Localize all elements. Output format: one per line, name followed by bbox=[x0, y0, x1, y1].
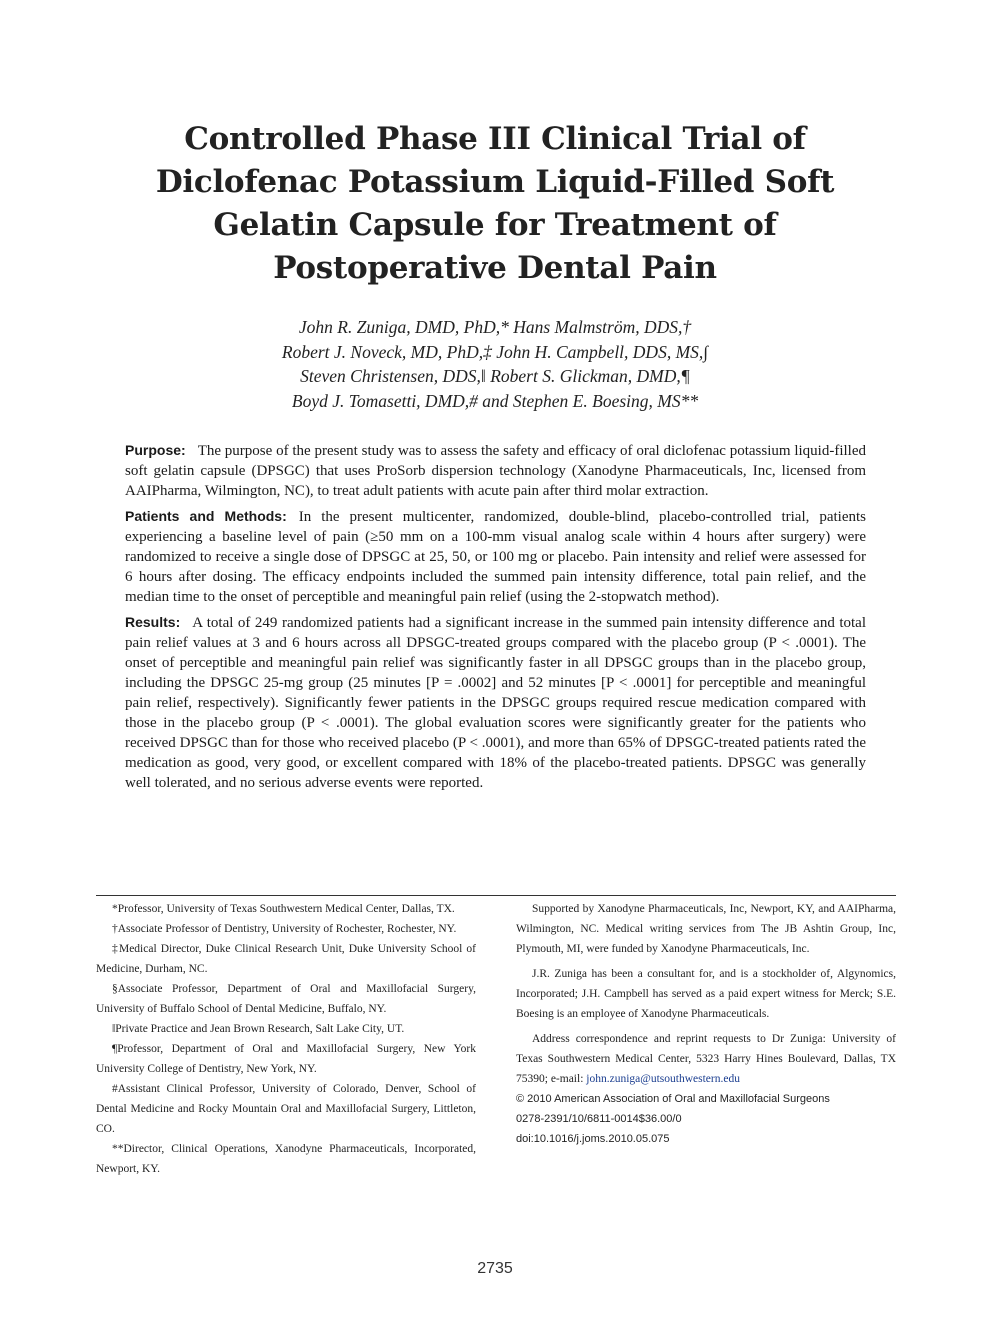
address-note bbox=[516, 1029, 896, 1089]
support-footnotes bbox=[516, 899, 896, 1149]
abstract-purpose bbox=[125, 440, 866, 501]
title-line: Diclofenac Potassium Liquid-Filled Soft bbox=[155, 164, 835, 200]
title-line: Postoperative Dental Pain bbox=[273, 250, 717, 286]
issn: 0278-2391/10/6811-0014$36.00/0 bbox=[516, 1113, 682, 1125]
footnote: §Associate Professor, Department of Oral and Maxillofacial Surgery, University of Buffalo School of Dental Medicine, Buffalo, NY. bbox=[96, 983, 476, 1015]
methods-label: Patients and Methods: bbox=[125, 508, 287, 524]
footnote: ‡Medical Director, Duke Clinical Research Unit, Duke University School of Medicine, Durham, NC. bbox=[96, 943, 476, 975]
footnote-divider bbox=[96, 895, 896, 896]
abstract-methods bbox=[125, 506, 866, 607]
footnote: ¶Professor, Department of Oral and Maxillofacial Surgery, New York University College of Dentistry, New York, NY. bbox=[96, 1043, 476, 1075]
abstract bbox=[125, 440, 866, 798]
page-number: 2735 bbox=[477, 1260, 513, 1277]
results-label: Results: bbox=[125, 614, 181, 630]
footnote: #Assistant Clinical Professor, University of Colorado, Denver, School of Dental Medicine and Rocky Mountain Oral and Maxillofacial Surgery, Littleton, CO. bbox=[96, 1083, 476, 1135]
copyright: © 2010 American Association of Oral and Maxillofacial Surgeons bbox=[516, 1093, 830, 1105]
purpose-label: Purpose: bbox=[125, 442, 186, 458]
author-list bbox=[100, 315, 890, 413]
article-title bbox=[100, 118, 890, 290]
author-line: Steven Christensen, DDS,‖ Robert S. Glickman, DMD,¶ bbox=[300, 366, 690, 386]
footnote: **Director, Clinical Operations, Xanodyne Pharmaceuticals, Incorporated, Newport, KY. bbox=[96, 1143, 476, 1175]
title-line: Controlled Phase III Clinical Trial of bbox=[184, 121, 806, 157]
author-line: Robert J. Noveck, MD, PhD,‡ John H. Campbell, DDS, MS,∫ bbox=[281, 341, 709, 362]
methods-text: In the present multicenter, randomized, double-blind, placebo-controlled trial, patients experiencing a baseline level of pain (≥50 mm on a 100-mm visual analog scale within 4 hours after surgery) were randomized to receive a single dose of DPSGC at 25, 50, or 100 mg or placebo. Pain intensity and relief were assessed for 6 hours after dosing. The efficacy endpoints included the summed pain intensity difference, total pain relief, and the median time to the onset of perceptible and meaningful pain relief (using the 2-stopwatch method). bbox=[125, 509, 866, 605]
doi: doi:10.1016/j.joms.2010.05.075 bbox=[516, 1133, 670, 1145]
disclosure-note: J.R. Zuniga has been a consultant for, and is a stockholder of, Algynomics, Incorporated; J.H. Campbell has served as a paid expert witness for Merck; S.E. Boesing is an employee of Xanodyne Pharmaceuticals. bbox=[516, 968, 896, 1020]
title-line: Gelatin Capsule for Treatment of bbox=[213, 207, 777, 243]
author-line: John R. Zuniga, DMD, PhD,* Hans Malmström, DDS,† bbox=[298, 317, 692, 337]
affiliations-footnotes bbox=[96, 899, 476, 1179]
results-text: A total of 249 randomized patients had a significant increase in the summed pain intensity difference and total pain relief values at 3 and 6 hours across all DPSGC-treated groups compared with the placebo group (P < .0001). The onset of perceptible and meaningful pain relief was significantly faster in all DPSGC groups than in the placebo group, including the DPSGC 25-mg group (25 minutes [P = .0002] and 52 minutes [P < .0001] for perceptible and meaningful pain relief, respectively). Significantly fewer patients in the DPSGC groups required rescue medication compared with those in the placebo group (P < .0001). The global evaluation scores were significantly greater for the patients who received DPSGC than for those who received placebo (P < .0001), and more than 65% of DPSGC-treated patients rated the medication as good, very good, or excellent compared with 18% of the placebo-treated patients. DPSGC was generally well tolerated, and no serious adverse events were reported. bbox=[125, 615, 866, 791]
author-line: Boyd J. Tomasetti, DMD,# and Stephen E. Boesing, MS** bbox=[291, 390, 699, 411]
address-text: Address correspondence and reprint requests to Dr Zuniga: University of Texas Southwestern Medical Center, 5323 Harry Hines Boulevard, Dallas, TX 75390; e-mail: bbox=[516, 1033, 896, 1085]
support-note: Supported by Xanodyne Pharmaceuticals, Inc, Newport, KY, and AAIPharma, Wilmington, NC. Medical writing services from The JB Ashtin Group, Inc, Plymouth, MI, were funded by Xanodyne Pharmaceuticals, Inc. bbox=[516, 903, 896, 955]
footnote: *Professor, University of Texas Southwestern Medical Center, Dallas, TX. bbox=[112, 903, 455, 915]
email-link[interactable]: john.zuniga@utsouthwestern.edu bbox=[586, 1073, 740, 1085]
footnote: ‖Private Practice and Jean Brown Research, Salt Lake City, UT. bbox=[112, 1023, 405, 1035]
footnote: †Associate Professor of Dentistry, University of Rochester, Rochester, NY. bbox=[112, 923, 457, 935]
abstract-results bbox=[125, 612, 866, 793]
purpose-text: The purpose of the present study was to assess the safety and efficacy of oral diclofenac potassium liquid-filled soft gelatin capsule (DPSGC) that uses ProSorb dispersion technology (Xanodyne Pharmaceuticals, Inc, licensed from AAIPharma, Wilmington, NC), to treat adult patients with acute pain after third molar extraction. bbox=[125, 443, 866, 499]
